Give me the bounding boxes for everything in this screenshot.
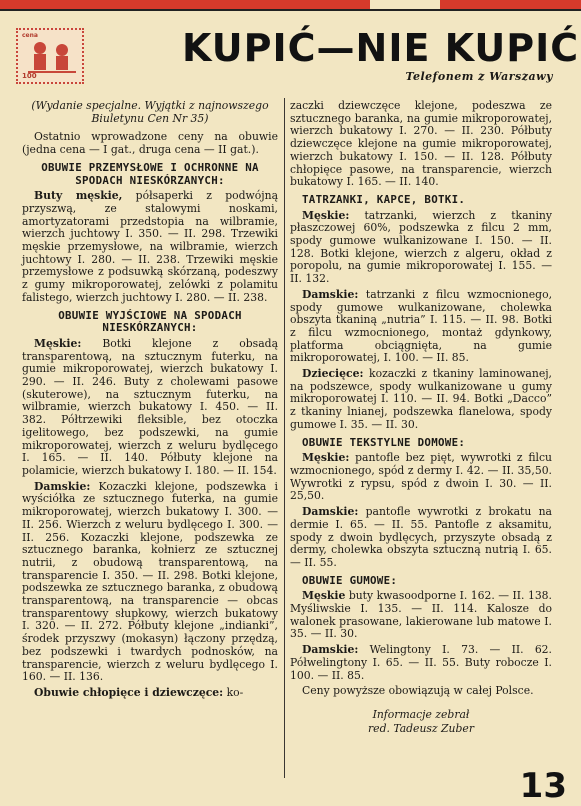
paragraph-tatrzanki-kids <box>290 368 552 432</box>
page-title: KUPIĆ—NIE KUPIĆ <box>182 26 580 70</box>
paragraph-text: Welingtony I. 73. — II. 62. Półwelingtony I. 65. — II. 55. Buty robocze I. 100. — II. 85. <box>290 643 552 682</box>
paragraph-text: buty kwasoodporne I. 162. — II. 138. Myśliwskie I. 135. — II. 114. Kalosze do walonek prasowane, lakierowane lub matowe I. 35. — II. 30. <box>290 589 552 641</box>
section-heading-textile: OBUWIE TEKSTYLNE DOMOWE: <box>302 435 466 449</box>
signature-line-2: red. Tadeusz Zuber <box>368 721 474 735</box>
left-column <box>22 100 278 703</box>
rubric-label: Dziecięce: <box>302 367 364 381</box>
paragraph-formal-men <box>22 338 278 478</box>
paragraph-textile-women <box>290 506 552 570</box>
rubric-label: Damskie: <box>302 505 359 519</box>
rubric-label: Obuwie chłopięce i dziewczęce: <box>34 685 224 699</box>
paragraph-text: ko- <box>223 685 244 699</box>
rubric-label: Damskie: <box>302 287 359 301</box>
paragraph-text: Kozaczki klejone, podszewka i wyściółka ze sztucznego futerka, na gumie mikroporowatej, wierzch bukatowy I. 300. — II. 256. Wierzch z weluru bydlęcego I. 300. — II. 256. Kozaczki klejone, podszewka ze sztucznego baranka, kołnierz ze sztucznej nutrii, z obudową transparentową, na transparencie I. 350. — II. 298. Botki klejone, podszewka ze sztucznego baranka, z obudową transparentową, na transparencie — obcas transparentowy słupkowy, wierzch bukatowy I. 320. — II. 272. Półbuty klejone „indianki”, środek przyszwy (mokasyn) łączony przędzą, bez podszewki i twardych podnosków, na transparencie, wierzch z weluru bydlęcego I. 160. — II. 136. <box>22 479 278 684</box>
rubric-label: Męskie: <box>34 336 82 350</box>
paragraph-industrial <box>22 190 278 304</box>
paragraph-tatrzanki-men <box>290 210 552 286</box>
rubric-label: Męskie: <box>302 208 350 222</box>
rubric-label: Męskie: <box>302 451 350 465</box>
paragraph-text: półsaperki z podwójną przyszwą, ze stalowymi noskami, amortyzatorami przedstopia na wilbramie, wierzch juchtowy I. 350. — II. 298. Trzewiki męskie przemysłowe, na wilbramie, wierzch juchtowy I. 280. — II. 238. Trzewiki męskie przemysłowe z podsuwką skórzaną, podeszwy z gumy mikroporowatej, zelówki z polamitu falistego, wierzch juchtowy I. 280. — II. 238. <box>22 189 279 304</box>
page-number: 13 <box>519 766 567 806</box>
paragraph-text: kozaczki z tkaniny laminowanej, na podszewce, spody wulkanizowane u gumy mikroporowatej I. 110. — II. 94. Botki „Dacco” z tkaniny lnianej, podszewka flanelowa, spody gumowe I. 35. — II. 30. <box>290 367 552 431</box>
rubric-label: Damskie: <box>34 479 91 493</box>
price-stamp-illustration <box>16 28 84 84</box>
intro-note: (Wydanie specjalne. Wyjątki z najnowszego Biuletynu Cen Nr 35) <box>31 99 269 125</box>
top-red-strip <box>0 0 581 11</box>
signature <box>290 708 552 736</box>
paragraph-children-continued: zaczki dziewczęce klejone, podeszwa ze sztucznego baranka, na gumie mikroporowatej, wierzch bukatowy I. 270. — II. 230. Półbuty dziewczęce klejone na gumie mikroporowatej, wierzch bukatowy I. 150. — II. 128. Półbuty chłopięce pasowe, na transparencie, wierzch bukatowy I. 165. — II. 140. <box>290 99 552 189</box>
section-heading-tatrzanki: TATRZANKI, KAPCE, BOTKI. <box>302 192 466 206</box>
section-heading-rubber: OBUWIE GUMOWE: <box>302 573 398 587</box>
paragraph-formal-women <box>22 481 278 684</box>
rubric-label: Męskie <box>302 589 346 603</box>
byline: Telefonem z Warszawy <box>405 70 553 83</box>
paragraph-rubber-men <box>290 590 552 641</box>
paragraph-text: pantofle wywrotki z brokatu na dermie I. 65. — II. 55. Pantofle z aksamitu, spody z dwoin bydlęcych, przyszyte obsadą z dermy, cholewka obszyta sztuczną nutrią I. 65. — II. 55. <box>290 505 552 569</box>
rubric-label: Buty męskie, <box>34 189 123 203</box>
paragraph-children <box>22 687 278 700</box>
section-heading-industrial: OBUWIE PRZEMYSŁOWE I OCHRONNE NA SPODACH NIESKÓRZANYCH: <box>41 160 259 187</box>
paragraph-text: tatrzanki, wierzch z tkaniny płaszczowej 60%, podszewka z filcu 2 mm, spody gumowe wulkanizowane I. 150. — II. 128. Botki klejone, wierzch z algeru, okład z poropolu, na gumie mikroporowatej I. 155. — II. 132. <box>290 208 552 286</box>
section-heading-formal: OBUWIE WYJŚCIOWE NA SPODACH NIESKÓRZANYCH: <box>58 308 242 335</box>
column-divider <box>284 98 285 778</box>
paragraph-textile-men <box>290 452 552 503</box>
paragraph-text: pantofle bez pięt, wywrotki z filcu wzmocnionego, spód z dermy I. 42. — II. 35,50. Wywrotki z rypsu, spód z dwoin I. 30. — II. 25,50. <box>290 451 552 503</box>
paragraph-text: tatrzanki z filcu wzmocnionego, spody gumowe wulkanizowane, cholewka obszyta tkaniną „nutria” I. 115. — II. 98. Botki z filcu wzmocnionego, montaż gdynkowy, platforma obciągnięta, na gumie mikroporowatej, I. 100. — II. 85. <box>290 287 552 365</box>
rubric-label: Damskie: <box>302 643 359 657</box>
figures-icon <box>24 38 80 76</box>
right-column <box>290 100 552 736</box>
paragraph-rubber-women <box>290 644 552 682</box>
intro-paragraph: Ostatnio wprowadzone ceny na obuwie (jedna cena — I gat., druga cena — II gat.). <box>22 130 278 157</box>
paragraph-tatrzanki-women <box>290 289 552 365</box>
signature-line-1: Informacje zebrał <box>372 707 470 721</box>
paragraph-text: Botki klejone z obsadą transparentową, na sztucznym futerku, na gumie mikroporowatej, wierzch bukatowy I. 290. — II. 246. Buty z cholewami pasowe (skuterowe), na sztucznym futerku, na wilbramie, wierzch bukatowy I. 450. — II. 382. Półtrzewiki fleksible, bez otoczka igelitowego, bez podszewki, na gumie mikroporowatej, wierzch z weluru bydlęcego I. 165. — II. 140. Półbuty klejone na polamicie, wierzch bukatowy I. 180. — II. 154. <box>22 336 278 477</box>
closing-paragraph: Ceny powyższe obowiązują w całej Polsce. <box>302 684 534 698</box>
stamp-top-text: cena <box>22 32 38 39</box>
stamp-bottom-text: 100 <box>22 72 37 80</box>
